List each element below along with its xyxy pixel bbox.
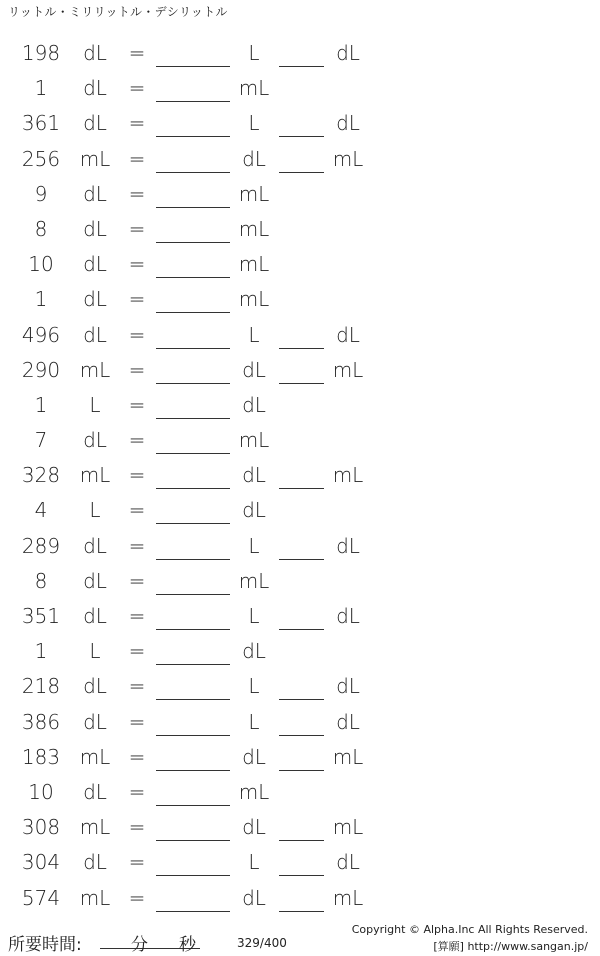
source-unit: L — [89, 498, 101, 523]
equals-sign: = — [128, 533, 146, 558]
problem-value: 290 — [21, 357, 61, 382]
problem-value: 10 — [28, 779, 54, 804]
equals-sign: = — [128, 744, 146, 769]
answer-blank-2[interactable] — [279, 770, 324, 771]
target-unit-1: L — [248, 709, 260, 734]
target-unit-2: dL — [336, 674, 360, 699]
answer-blank-2[interactable] — [279, 911, 324, 912]
source-unit: dL — [83, 252, 107, 277]
copyright-text: Copyright © Alpha.Inc All Rights Reserved. — [351, 923, 588, 936]
problem-value: 351 — [21, 604, 61, 628]
source-unit: L — [89, 392, 101, 417]
equals-sign: = — [128, 111, 146, 136]
target-unit-1: mL — [238, 252, 270, 277]
answer-blank-1[interactable] — [156, 312, 230, 313]
answer-blank-1[interactable] — [156, 805, 230, 806]
problem-row — [0, 212, 600, 247]
problem-row — [0, 353, 600, 388]
equals-sign: = — [128, 604, 146, 628]
answer-blank-1[interactable] — [156, 488, 230, 489]
answer-blank-2[interactable] — [279, 383, 324, 384]
problem-value: 1 — [34, 392, 48, 417]
target-unit-2: mL — [332, 357, 364, 382]
answer-blank-2[interactable] — [279, 629, 324, 630]
target-unit-1: L — [248, 41, 260, 65]
source-unit: dL — [83, 604, 107, 628]
source-unit: dL — [83, 779, 107, 804]
target-unit-1: L — [248, 604, 260, 628]
equals-sign: = — [128, 146, 146, 171]
equals-sign: = — [128, 287, 146, 312]
equals-sign: = — [128, 41, 146, 65]
answer-blank-1[interactable] — [156, 136, 230, 137]
problem-row — [0, 247, 600, 282]
problem-value: 304 — [21, 850, 61, 875]
answer-blank-2[interactable] — [279, 66, 324, 67]
source-unit: dL — [83, 181, 107, 206]
answer-blank-1[interactable] — [156, 172, 230, 173]
answer-blank-1[interactable] — [156, 101, 230, 102]
problem-row — [0, 564, 600, 599]
equals-sign: = — [128, 779, 146, 804]
answer-blank-1[interactable] — [156, 207, 230, 208]
source-unit: dL — [83, 850, 107, 875]
problem-value: 218 — [21, 674, 61, 699]
problem-list — [0, 36, 600, 916]
target-unit-1: L — [248, 533, 260, 558]
problem-row — [0, 775, 600, 810]
problem-row — [0, 106, 600, 141]
target-unit-2: dL — [336, 533, 360, 558]
target-unit-2: dL — [336, 41, 360, 65]
answer-blank-1[interactable] — [156, 735, 230, 736]
problem-value: 10 — [28, 252, 54, 277]
answer-blank-1[interactable] — [156, 523, 230, 524]
source-unit: mL — [79, 357, 111, 382]
problem-value: 328 — [21, 463, 61, 488]
answer-blank-1[interactable] — [156, 559, 230, 560]
source-unit: dL — [83, 216, 107, 241]
answer-blank-2[interactable] — [279, 348, 324, 349]
problem-value: 308 — [21, 815, 61, 840]
target-unit-1: L — [248, 674, 260, 699]
source-unit: dL — [83, 111, 107, 136]
source-unit: dL — [83, 533, 107, 558]
answer-blank-1[interactable] — [156, 453, 230, 454]
target-unit-1: mL — [238, 568, 270, 593]
problem-row — [0, 845, 600, 880]
answer-blank-2[interactable] — [279, 136, 324, 137]
target-unit-1: dL — [242, 146, 266, 171]
problem-row — [0, 599, 600, 634]
problem-row — [0, 740, 600, 775]
source-unit: dL — [83, 428, 107, 453]
problem-value: 361 — [21, 111, 61, 136]
answer-blank-1[interactable] — [156, 348, 230, 349]
equals-sign: = — [128, 181, 146, 206]
answer-blank-2[interactable] — [279, 735, 324, 736]
equals-sign: = — [128, 850, 146, 875]
equals-sign: = — [128, 322, 146, 347]
answer-blank-1[interactable] — [156, 840, 230, 841]
answer-blank-1[interactable] — [156, 629, 230, 630]
source-unit: dL — [83, 674, 107, 699]
target-unit-1: mL — [238, 287, 270, 312]
equals-sign: = — [128, 498, 146, 523]
problem-value: 1 — [34, 639, 48, 664]
target-unit-2: dL — [336, 111, 360, 136]
source-unit: mL — [79, 885, 111, 910]
target-unit-2: mL — [332, 885, 364, 910]
problem-row — [0, 669, 600, 704]
equals-sign: = — [128, 392, 146, 417]
equals-sign: = — [128, 568, 146, 593]
target-unit-2: mL — [332, 463, 364, 488]
problem-value: 1 — [34, 287, 48, 312]
minutes-label: 分 — [131, 935, 148, 955]
answer-blank-1[interactable] — [156, 277, 230, 278]
target-unit-1: L — [248, 322, 260, 347]
site-url: [算願] http://www.sangan.jp/ — [433, 940, 588, 953]
equals-sign: = — [128, 709, 146, 734]
time-label: 所要時間: — [8, 935, 82, 955]
target-unit-1: mL — [238, 216, 270, 241]
target-unit-1: dL — [242, 639, 266, 664]
problem-value: 9 — [34, 181, 48, 206]
equals-sign: = — [128, 428, 146, 453]
problem-value: 183 — [21, 744, 61, 769]
answer-blank-2[interactable] — [279, 875, 324, 876]
answer-blank-1[interactable] — [156, 911, 230, 912]
target-unit-1: mL — [238, 779, 270, 804]
target-unit-1: mL — [238, 428, 270, 453]
problem-row — [0, 810, 600, 845]
problem-value: 386 — [21, 709, 61, 734]
target-unit-2: dL — [336, 850, 360, 875]
source-unit: L — [89, 639, 101, 664]
problem-value: 574 — [21, 885, 61, 910]
problem-row — [0, 493, 600, 528]
target-unit-1: dL — [242, 815, 266, 840]
answer-blank-1[interactable] — [156, 242, 230, 243]
target-unit-1: L — [248, 850, 260, 875]
problem-value: 256 — [21, 146, 61, 171]
target-unit-1: L — [248, 111, 260, 136]
problem-row — [0, 458, 600, 493]
problem-row — [0, 36, 600, 71]
equals-sign: = — [128, 76, 146, 101]
source-unit: dL — [83, 568, 107, 593]
source-unit: mL — [79, 463, 111, 488]
target-unit-1: dL — [242, 744, 266, 769]
problem-row — [0, 318, 600, 353]
source-unit: dL — [83, 287, 107, 312]
source-unit: mL — [79, 744, 111, 769]
worksheet-title: リットル・ミリリットル・デシリットル — [8, 5, 228, 19]
source-unit: dL — [83, 709, 107, 734]
problem-row — [0, 423, 600, 458]
problem-row — [0, 881, 600, 916]
target-unit-1: mL — [238, 76, 270, 101]
answer-blank-1[interactable] — [156, 875, 230, 876]
source-unit: dL — [83, 322, 107, 347]
problem-row — [0, 529, 600, 564]
problem-value: 7 — [34, 428, 48, 453]
answer-blank-2[interactable] — [279, 699, 324, 700]
answer-blank-1[interactable] — [156, 418, 230, 419]
problem-row — [0, 142, 600, 177]
problem-row — [0, 71, 600, 106]
equals-sign: = — [128, 216, 146, 241]
answer-blank-2[interactable] — [279, 559, 324, 560]
target-unit-1: dL — [242, 885, 266, 910]
source-unit: mL — [79, 815, 111, 840]
equals-sign: = — [128, 674, 146, 699]
answer-blank-1[interactable] — [156, 66, 230, 67]
equals-sign: = — [128, 885, 146, 910]
target-unit-1: dL — [242, 498, 266, 523]
target-unit-1: dL — [242, 357, 266, 382]
answer-blank-1[interactable] — [156, 699, 230, 700]
problem-row — [0, 282, 600, 317]
target-unit-2: dL — [336, 604, 360, 628]
problem-value: 496 — [21, 322, 61, 347]
answer-blank-1[interactable] — [156, 594, 230, 595]
answer-blank-1[interactable] — [156, 770, 230, 771]
target-unit-2: dL — [336, 322, 360, 347]
problem-value: 198 — [21, 41, 61, 65]
answer-blank-2[interactable] — [279, 840, 324, 841]
target-unit-1: mL — [238, 181, 270, 206]
problem-value: 8 — [34, 568, 48, 593]
problem-value: 4 — [34, 498, 48, 523]
answer-blank-2[interactable] — [279, 488, 324, 489]
equals-sign: = — [128, 252, 146, 277]
target-unit-2: dL — [336, 709, 360, 734]
seconds-label: 秒 — [179, 935, 196, 955]
answer-blank-1[interactable] — [156, 664, 230, 665]
problem-row — [0, 388, 600, 423]
answer-blank-2[interactable] — [279, 172, 324, 173]
page-number: 329/400 — [237, 936, 287, 950]
problem-row — [0, 177, 600, 212]
equals-sign: = — [128, 357, 146, 382]
problem-value: 8 — [34, 216, 48, 241]
equals-sign: = — [128, 815, 146, 840]
source-unit: dL — [83, 41, 107, 65]
target-unit-2: mL — [332, 815, 364, 840]
problem-row — [0, 634, 600, 669]
target-unit-2: mL — [332, 146, 364, 171]
equals-sign: = — [128, 463, 146, 488]
target-unit-1: dL — [242, 392, 266, 417]
answer-blank-1[interactable] — [156, 383, 230, 384]
target-unit-1: dL — [242, 463, 266, 488]
source-unit: mL — [79, 146, 111, 171]
problem-row — [0, 705, 600, 740]
equals-sign: = — [128, 639, 146, 664]
source-unit: dL — [83, 76, 107, 101]
problem-value: 1 — [34, 76, 48, 101]
target-unit-2: mL — [332, 744, 364, 769]
problem-value: 289 — [21, 533, 61, 558]
